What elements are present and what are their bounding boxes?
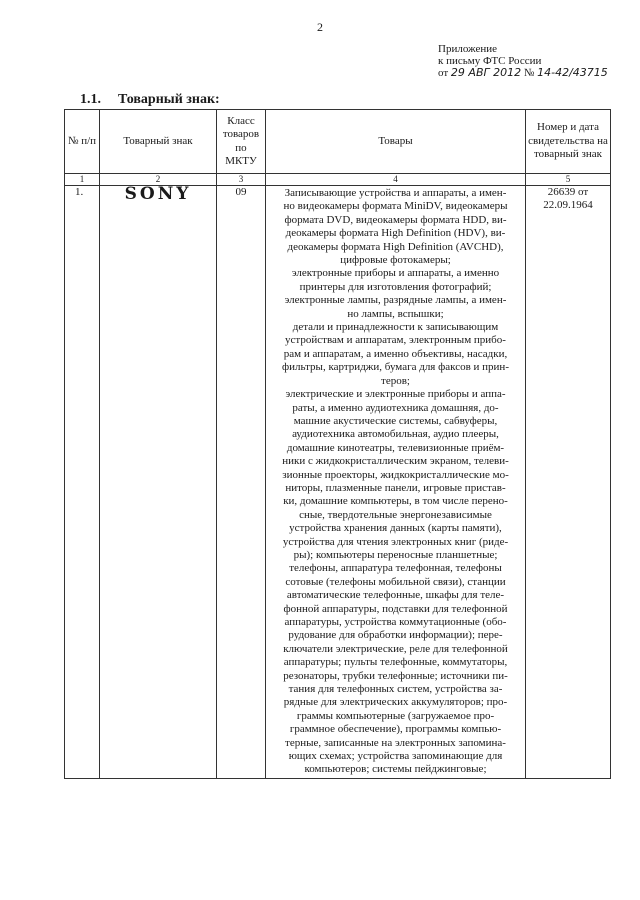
- goods-line: тания для телефонных систем, устройства за-: [288, 683, 503, 696]
- goods-line: машние акустические системы, сабвуферы,: [293, 414, 498, 427]
- column-index: 2: [100, 174, 217, 186]
- class-cell: 09: [217, 186, 266, 779]
- table-row: [65, 186, 611, 779]
- header-class: Класс товаров по МКТУ: [217, 110, 266, 174]
- goods-line: детали и принадлежности к записывающим: [292, 321, 499, 334]
- appendix-line-2: к письму ФТС России: [438, 55, 542, 67]
- row-number: 1.: [65, 186, 100, 779]
- goods-line: терные, записанные на электронных запомина-: [285, 736, 506, 749]
- goods-line: аппаратуры; пульты телефонные, коммутаторы,: [283, 656, 508, 669]
- goods-line: граммное обеспечение), программы компью-: [289, 723, 502, 736]
- goods-cell: [266, 186, 526, 779]
- header-trademark: Товарный знак: [100, 110, 217, 174]
- goods-line: резонаторы, трубки телефонные; источники пи-: [283, 669, 508, 682]
- goods-line: раты, а именно аудиотехника домашняя, до-: [292, 401, 499, 414]
- registration-cell: [526, 186, 611, 779]
- appendix-number: 14-42/43715: [537, 66, 608, 79]
- goods-line: граммы компьютерные (загружаемое про-: [296, 709, 495, 722]
- appendix-date: 29 АВГ 2012: [450, 66, 522, 79]
- goods-line: электронные приборы и аппараты, а именно: [291, 267, 500, 280]
- goods-line: электронные лампы, разрядные лампы, а имен-: [284, 294, 507, 307]
- goods-line: аппаратуры, устройства коммутационные (обо-: [284, 616, 507, 628]
- trademark-cell: [100, 186, 217, 779]
- appendix-number-label: №: [523, 67, 535, 79]
- goods-line: аудиотехника автомобильная, аудио плееры,: [292, 428, 499, 441]
- goods-line: деокамеры формата High Definition (AVCHD),: [287, 240, 504, 253]
- section-number: 1.1.: [80, 92, 101, 107]
- goods-line: ки, домашние компьютеры, в том числе перено-: [283, 495, 508, 508]
- appendix-line-3: [438, 67, 608, 79]
- goods-line: сные, твердотельные энергонезависимые: [299, 508, 492, 521]
- goods-line: ключатели электрические, реле для телефонной: [283, 642, 508, 655]
- goods-line: фонной аппаратуры, подставки для телефонной: [283, 602, 508, 615]
- goods-line: автоматические телефонные, шкафы для теле-: [286, 589, 505, 602]
- goods-line: устройства для чтения электронных книг (риде-: [282, 535, 509, 548]
- column-index: 1: [65, 174, 100, 186]
- trademark-table: [64, 109, 611, 779]
- goods-line: рудование для обработки информации); пере-: [288, 629, 503, 642]
- page-number: 2: [317, 20, 323, 34]
- goods-line: но видеокамеры формата MiniDV, видеокамеры: [283, 200, 508, 213]
- registration-date: 22.09.1964: [543, 199, 593, 212]
- goods-line: Записывающие устройства и аппараты, а имен-: [284, 187, 507, 199]
- header-no: № п/п: [65, 110, 100, 174]
- goods-line: устройства хранения данных (карты памяти),: [289, 522, 502, 535]
- goods-line: рам и аппаратам, а именно объективы, насадки,: [283, 347, 508, 360]
- table-header-row: [65, 110, 611, 174]
- goods-line: ники с жидкокристаллическим экраном, телеви-: [282, 455, 509, 468]
- goods-line: но лампы, вспышки;: [347, 307, 444, 320]
- registration-number: 26639 от: [547, 186, 589, 198]
- column-index: 5: [526, 174, 611, 186]
- goods-line: ющих схемах; устройства запоминающие для: [288, 750, 503, 763]
- goods-line: рядные для электрических аккумуляторов; про-: [283, 696, 508, 709]
- goods-line: теров;: [381, 374, 410, 387]
- column-index: 4: [266, 174, 526, 186]
- goods-line: принтеры для изготовления фотографий;: [299, 280, 492, 293]
- goods-line: телефоны, аппаратура телефонная, телефоны: [289, 562, 502, 575]
- goods-line: зионные проекторы, жидкокристаллические мо-: [282, 468, 509, 481]
- goods-line: цифровые фотокамеры;: [340, 254, 451, 267]
- section-title: Товарный знак:: [118, 92, 220, 107]
- section-heading: [80, 92, 220, 108]
- column-index: 3: [217, 174, 266, 186]
- goods-line: деокамеры формата High Definition (HDV), ви-: [285, 227, 506, 240]
- appendix-block: [438, 43, 608, 79]
- goods-line: электрические и электронные приборы и аппа-: [285, 388, 506, 401]
- goods-line: устройствам и аппаратам, электронным прибо-: [285, 334, 506, 347]
- goods-line: домашние кинотеатры, телевизионные приём-: [286, 441, 505, 454]
- sony-logo: SONY: [124, 184, 192, 204]
- goods-line: фильтры, картриджи, бумага для факсов и прин-: [282, 361, 509, 374]
- goods-list: [272, 187, 519, 777]
- goods-line: формата DVD, видеокамеры формата HDD, ви-: [284, 213, 507, 226]
- appendix-line-1: Приложение: [438, 43, 498, 55]
- header-goods: Товары: [266, 110, 526, 174]
- goods-line: сотовые (телефоны мобильной связи), станции: [285, 575, 506, 588]
- appendix-from-label: от: [438, 67, 449, 79]
- goods-line: компьютеров; системы пейджинговые;: [304, 763, 487, 776]
- header-registration: Номер и дата свидетельства на товарный знак: [526, 110, 611, 174]
- goods-line: ниторы, плазменные панели, игровые пристав-: [285, 481, 506, 494]
- goods-line: ры); компьютеры переносные планшетные;: [293, 548, 498, 561]
